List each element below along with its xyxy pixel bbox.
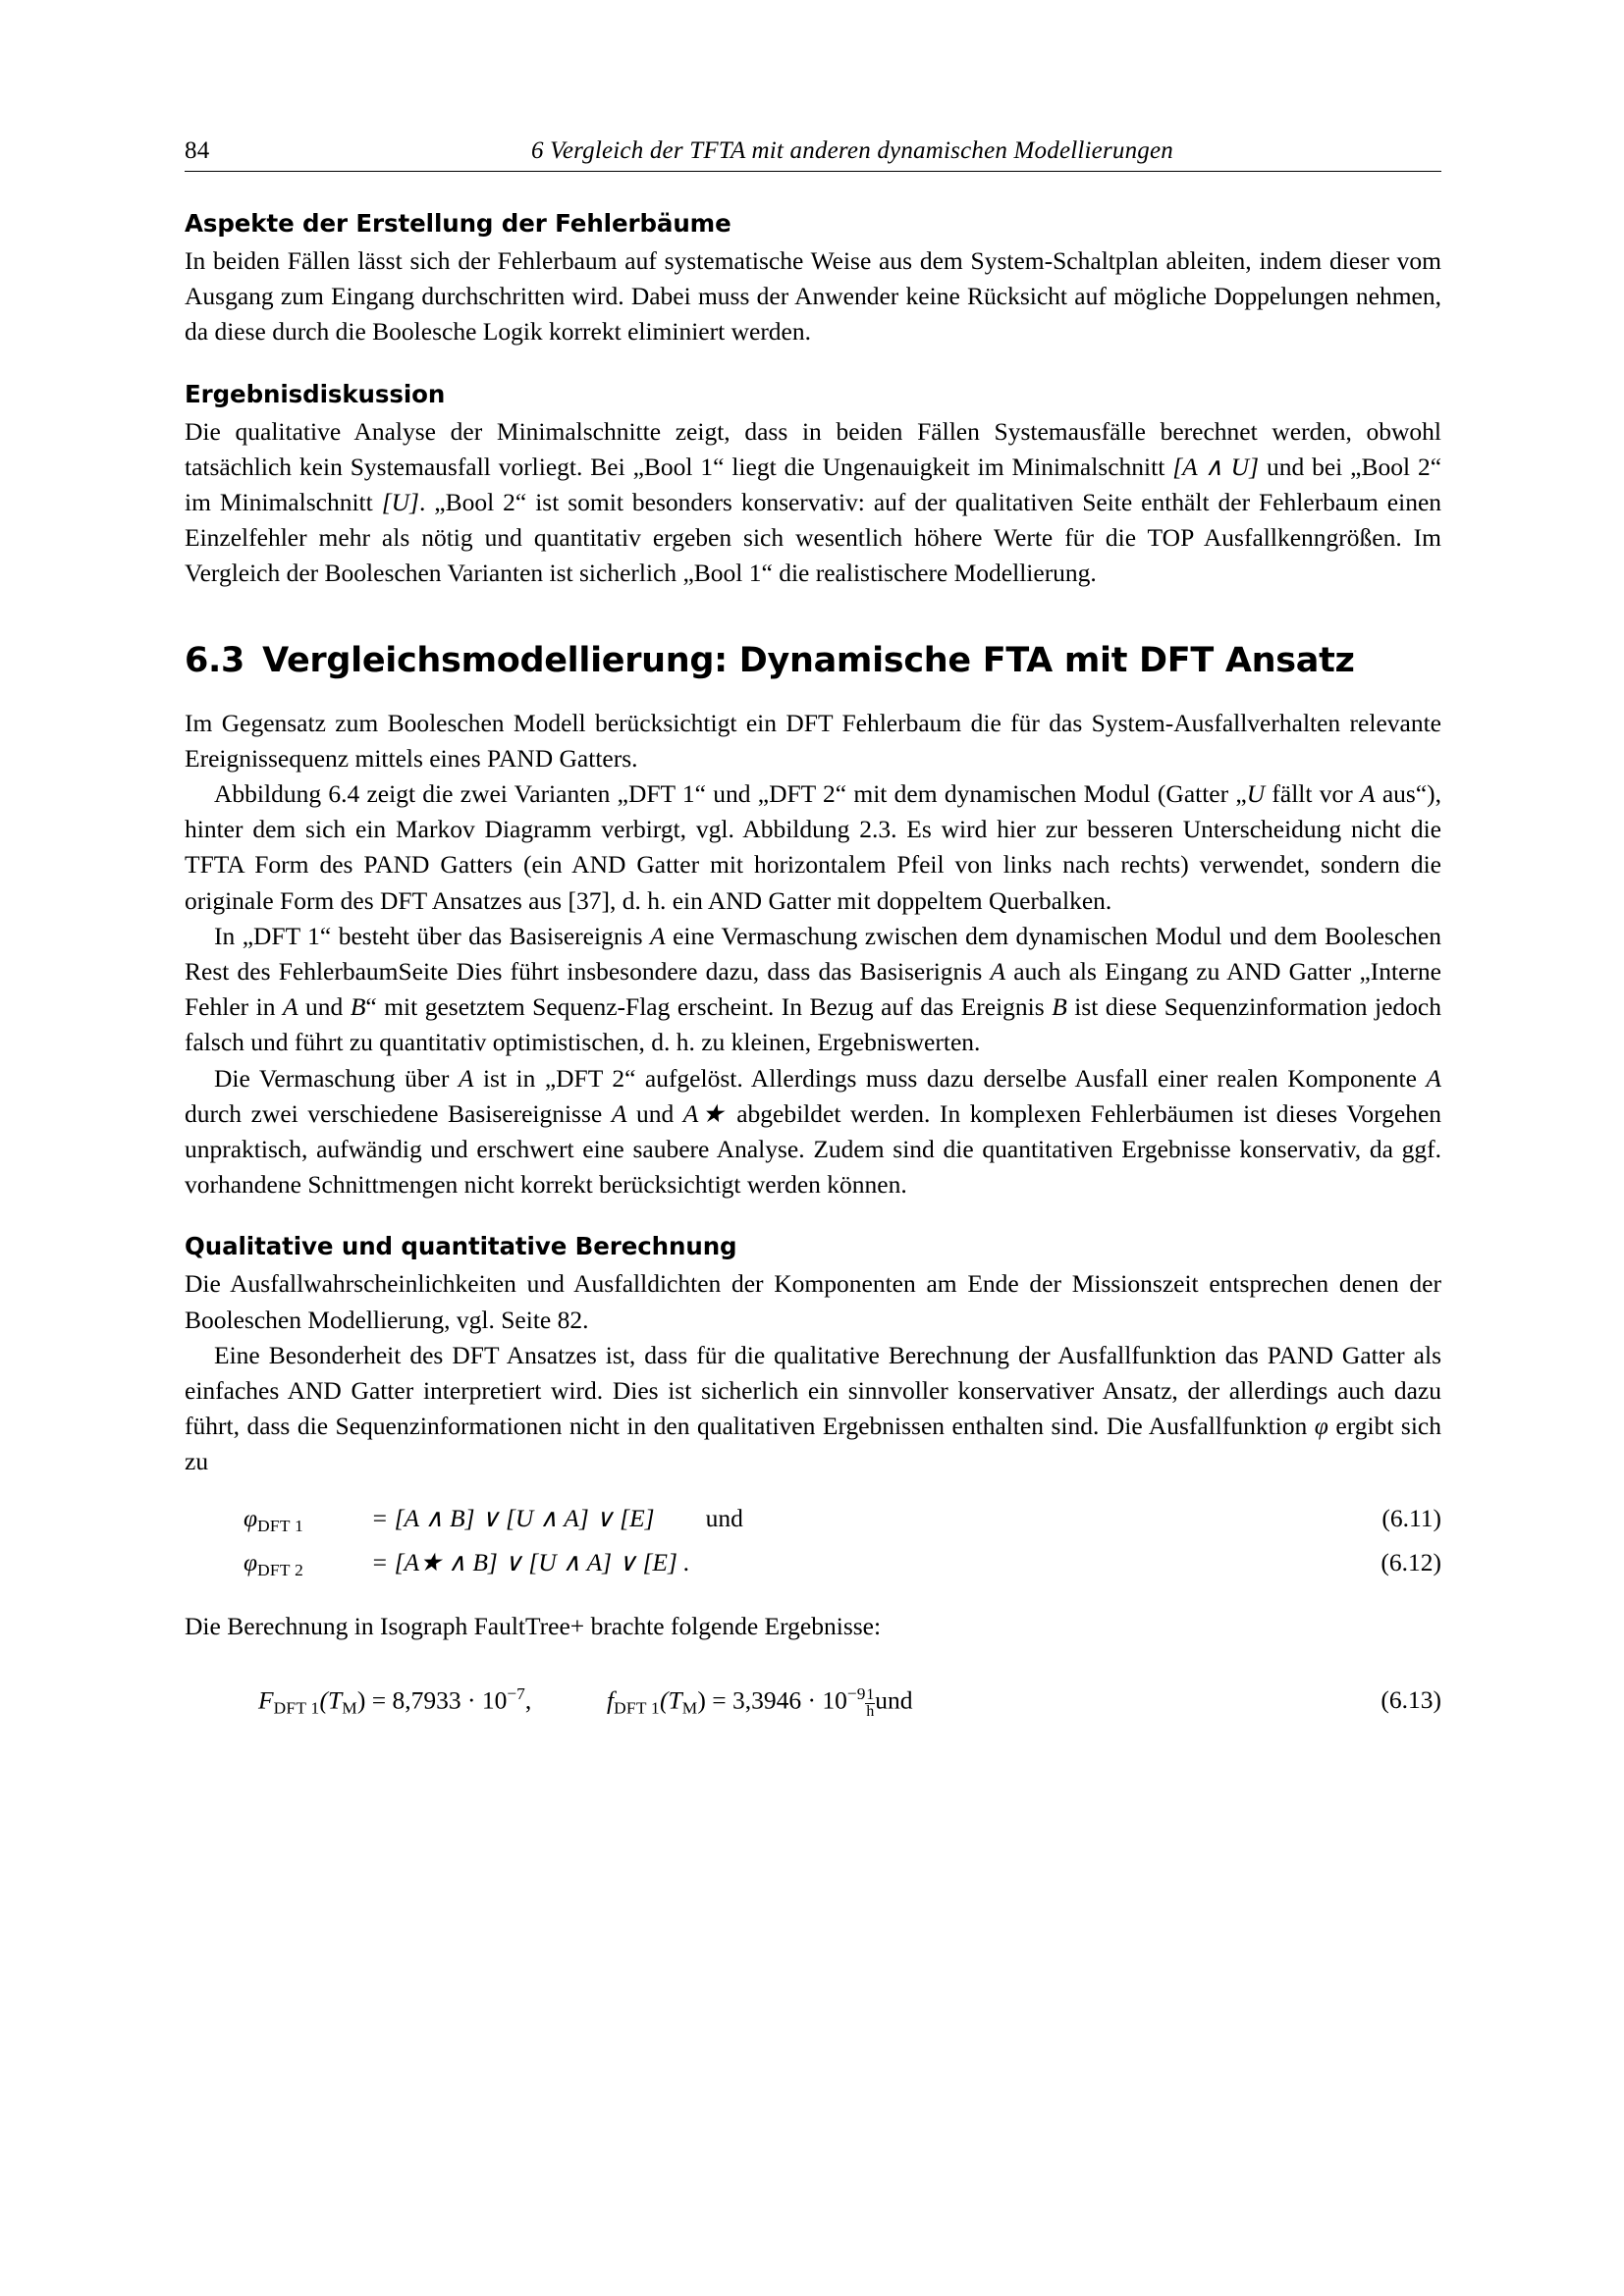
running-head-title: 6 Vergleich der TFTA mit anderen dynamischen Modellierungen [530, 137, 1174, 164]
eq611-tag: (6.11) [1381, 1503, 1441, 1532]
eq612-expression: = [A★ ∧ B] ∨ [U ∧ A] ∨ [E] . [371, 1547, 690, 1576]
subheading-ergebnisdiskussion: Ergebnisdiskussion [185, 379, 446, 408]
inline-math-b2: B [1052, 992, 1067, 1022]
eq613-right [607, 1684, 1324, 1720]
eq613-unit-fraction [865, 1687, 875, 1720]
eq613-F-sub: DFT 1 [273, 1697, 320, 1717]
inline-math-a2: A [990, 957, 1006, 987]
section-heading-6-3 [185, 641, 1441, 680]
p4-text-e: abgebildet werden. In komplexen Fehlerbäumen ist dieses Vorgehen unpraktisch, aufwändig und erschwert eine saubere Analyse. Zudem sind die quantitativen Ergebnisse konservativ, da ggf. vorhandene Schnittmengen nicht korrekt berücksichtigt werden können. [185, 1098, 1442, 1200]
section-title: Vergleichsmodellierung: Dynamische FTA mit DFT Ansatz [262, 640, 1355, 680]
p3-text-a: In „DFT 1“ besteht über das Basisereignis [214, 921, 651, 950]
inline-math-a-star: A★ [682, 1098, 728, 1128]
p2-text-b: fällt vor [1265, 779, 1360, 809]
paragraph-aspekte-body: In beiden Fällen lässt sich der Fehlerbaum auf systematische Weise aus dem System-Schaltplan ableiten, indem dieser vom Ausgang zum Eingang durchschritten wird. Dabei muss der Anwender keine Rücksicht auf mögliche Doppelungen nehmen, da diese durch die Boolesche Logik korrekt eliminiert werden. [185, 246, 1441, 347]
ergebnis-text-3: . „Bool 2“ ist somit besonders konservativ: auf der qualitativen Seite enthält der Fehlerbaum einen Einzelfehler mehr als nötig und quantitativ ergeben sich wesentlich höhere Werte für die TOP Ausfallkenngrößen. Im Vergleich der Booleschen Varianten ist sicherlich „Bool 1“ die realistischere Modellierung. [185, 488, 1442, 588]
eq612-subscript: DFT 2 [257, 1560, 304, 1579]
spacer-2 [185, 1202, 1441, 1232]
paragraph-berechnung-3: Die Berechnung in Isograph FaultTree+ brachte folgende Ergebnisse: [185, 1612, 882, 1641]
ber-text-b: ergibt sich zu [185, 1412, 1441, 1476]
page-content [185, 137, 1441, 1720]
p3-text-f: ist diese Sequenzinformation jedoch falsch und führt zu quantitativ optimistischen, d. h. zu kleinen, Ergebniswerten. [185, 992, 1441, 1057]
inline-math-a: A [1359, 779, 1376, 809]
ergebnis-text-1: Die qualitative Analyse der Minimalschnitte zeigt, dass in beiden Fällen Systemausfälle berechnet werden, obwohl tatsächlich kein Systemausfall vorliegt. Bei „Bool 1“ liegt die Ungenauigkeit im Minimalschnitt [185, 416, 1441, 481]
section-number: 6.3 [185, 640, 245, 680]
paragraph-ergebnisdiskussion [185, 414, 1441, 592]
eq613-und: und [875, 1685, 913, 1715]
p3-text-e: “ mit gesetztem Sequenz-Flag erscheint. In Bezug auf das Ereignis [365, 992, 1053, 1022]
paragraph-berechnung-1: Die Ausfallwahrscheinlichkeiten und Ausfalldichten der Komponenten am Ende der Missionszeit entsprechen denen der Booleschen Modellierung, vgl. Seite 82. [185, 1269, 1441, 1334]
eq613-f-value: ) = 3,3946 · 10 [697, 1685, 847, 1715]
eq611-expression: = [A ∧ B] ∨ [U ∧ A] ∨ [E] [371, 1503, 655, 1532]
subheading-berechnung: Qualitative und quantitative Berechnung [185, 1232, 737, 1261]
eq613-F-arg: (T [319, 1685, 343, 1715]
p3-text-b: eine Vermaschung zwischen dem dynamischen Modul und dem Booleschen Rest des FehlerbaumSeite Dies führt insbesondere dazu, dass das Basiserignis [185, 921, 1441, 987]
p3-text-c: auch als Eingang zu AND Gatter „Interne Fehler in [185, 957, 1441, 1022]
eq611-symbol: φ [244, 1503, 258, 1532]
paragraph-6-3-3 [185, 919, 1441, 1061]
ber-text-a: Eine Besonderheit des DFT Ansatzes ist, dass für die qualitative Berechnung der Ausfallfunktion das PAND Gatter als einfaches AND Gatter interpretiert wird. Dies ist sicherlich ein sinnvoller konservativer Ansatz, der allerdings auch dazu führt, dass die Sequenzinformationen nicht in den qualitativen Ergebnissen enthalten sind. Die Ausfallfunktion [185, 1340, 1441, 1441]
paragraph-6-3-2 [185, 776, 1441, 919]
p3-text-d: und [298, 992, 351, 1022]
eq613-f-sub: DFT 1 [614, 1697, 661, 1717]
eq613-f-arg: (T [660, 1685, 682, 1715]
eq612-rhs [371, 1548, 1324, 1577]
inline-math-a6: A [611, 1098, 627, 1128]
p4-text-a: Die Vermaschung über [214, 1063, 459, 1093]
eq612-lhs [185, 1548, 371, 1580]
inline-math-cutset-u: [U] [381, 488, 419, 517]
p2-text-c: aus“), hinter dem sich ein Markov Diagramm verbirgt, vgl. Abbildung 2.3. Es wird hier zur besseren Unterscheidung nicht die TFTA Form des PAND Gatters (ein AND Gatter mit horizontalem Pfeil von links nach rechts) verwendet, sondern die originale Form des DFT Ansatzes aus [37], d. h. ein AND Gatter mit doppeltem Querbalken. [185, 779, 1442, 915]
header-rule [185, 171, 1441, 172]
inline-math-a3: A [282, 992, 298, 1022]
p2-text-a: Abbildung 6.4 zeigt die zwei Varianten „DFT 1“ und „DFT 2“ mit dem dynamischen Modul (Gatter „ [214, 779, 1247, 809]
eq613-f-exponent: −9 [846, 1683, 866, 1703]
inline-math-a4: A [458, 1063, 474, 1093]
p4-text-c: durch zwei verschiedene Basisereignisse [185, 1098, 612, 1128]
inline-math-phi: φ [1314, 1412, 1328, 1441]
page-number: 84 [185, 137, 210, 164]
p4-text-b: ist in „DFT 2“ aufgelöst. Allerdings muss dazu derselbe Ausfall einer realen Komponente [473, 1063, 1427, 1093]
eq613-unit-numerator: 1 [866, 1685, 875, 1703]
paragraph-6-3-4 [185, 1061, 1441, 1203]
eq613-F-value: ) = 8,7933 · 10 [356, 1685, 508, 1715]
inline-math-a1: A [650, 921, 666, 950]
p4-text-d: und [626, 1098, 683, 1128]
eq611-subscript: DFT 1 [257, 1516, 304, 1535]
running-head [185, 137, 1441, 165]
spacer [185, 350, 1441, 380]
eq612-tag: (6.12) [1380, 1547, 1441, 1576]
inline-math-u: U [1246, 779, 1266, 809]
eq612-symbol: φ [244, 1547, 258, 1576]
eq613-F-arg-sub: M [342, 1697, 357, 1717]
equation-block-611-612 [185, 1504, 1441, 1580]
ergebnis-text-2: und bei „Bool 2“ im Minimalschnitt [185, 452, 1442, 517]
eq611-rhs [371, 1504, 1324, 1533]
eq611-und: und [705, 1503, 743, 1532]
eq613-F-tail: , [524, 1685, 532, 1715]
eq613-F: F [258, 1685, 274, 1715]
eq613-f-arg-sub: M [681, 1697, 698, 1717]
eq613-left [185, 1684, 607, 1718]
equation-6-11 [185, 1504, 1441, 1536]
inline-math-a5: A [1426, 1063, 1441, 1093]
eq613-F-exponent: −7 [507, 1683, 525, 1703]
paragraph-berechnung-2 [185, 1338, 1441, 1480]
paragraph-6-3-1: Im Gegensatz zum Booleschen Modell berücksichtigt ein DFT Fehlerbaum die für das System-Ausfallverhalten relevante Ereignissequenz mittels eines PAND Gatters. [185, 708, 1441, 773]
eq613-unit-denominator: h [866, 1702, 875, 1720]
equation-6-12 [185, 1548, 1441, 1580]
inline-math-cutset-au: [A ∧ U] [1172, 452, 1260, 481]
eq613-f: f [607, 1685, 615, 1715]
equation-6-13 [185, 1684, 1441, 1720]
inline-math-b1: B [350, 992, 366, 1022]
eq611-lhs [185, 1504, 371, 1536]
subheading-aspekte: Aspekte der Erstellung der Fehlerbäume [185, 209, 731, 238]
eq613-tag: (6.13) [1380, 1685, 1441, 1715]
